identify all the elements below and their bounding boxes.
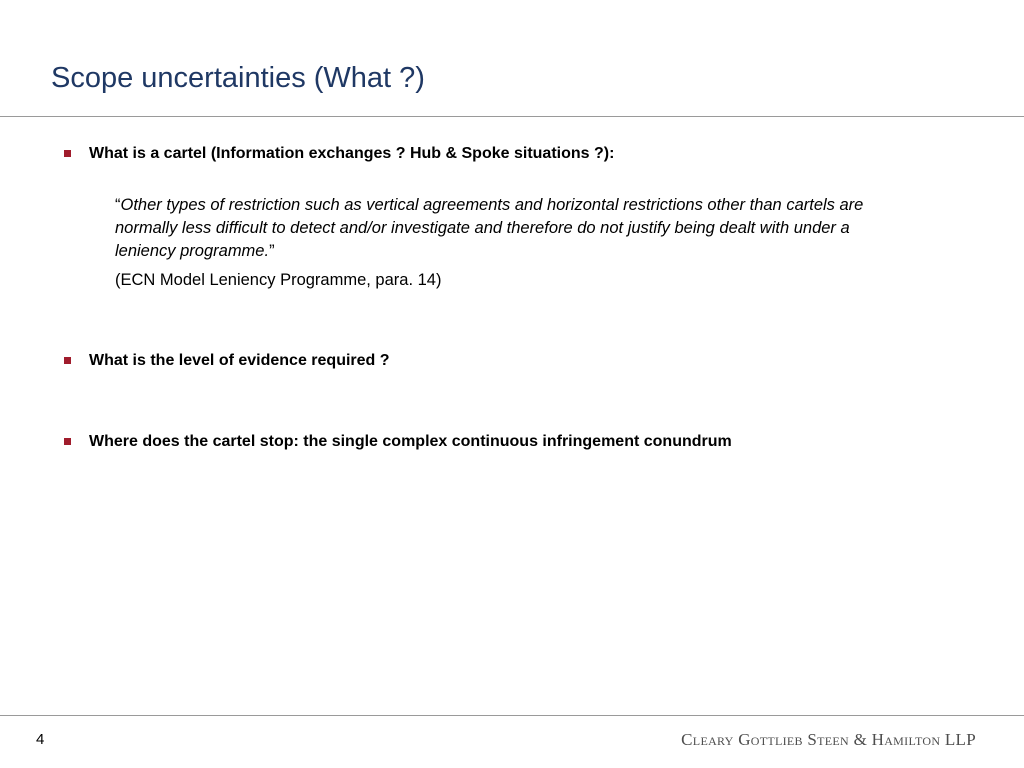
- title-divider: [0, 116, 1024, 117]
- firm-name-logo: Cleary Gottlieb Steen & Hamilton LLP: [681, 730, 976, 749]
- bullet-text: What is a cartel (Information exchanges ? Hub & Spoke situations ?):: [89, 145, 615, 162]
- bullet-item-cartel-definition: [64, 144, 614, 163]
- slide-title: Scope uncertainties (What ?): [51, 62, 425, 94]
- quote-citation: (ECN Model Leniency Programme, para. 14): [115, 271, 442, 289]
- quote-body: Other types of restriction such as vertical agreements and horizontal restrictions other than cartels are normally less difficult to detect and/or investigate and therefore do not justify being dealt with under a leniency programme.: [115, 196, 864, 260]
- quote-close-mark: ”: [269, 242, 275, 260]
- bullet-item-evidence-level: [64, 351, 390, 370]
- quote-block: [115, 194, 885, 263]
- square-bullet-icon: [64, 438, 71, 445]
- footer-divider: [0, 715, 1024, 716]
- quote-open-mark: “: [115, 196, 121, 214]
- bullet-text: Where does the cartel stop: the single complex continuous infringement conundrum: [89, 433, 732, 450]
- bullet-text: What is the level of evidence required ?: [89, 352, 390, 369]
- square-bullet-icon: [64, 357, 71, 364]
- bullet-item-infringement-scope: [64, 432, 732, 451]
- page-number: 4: [36, 731, 45, 748]
- square-bullet-icon: [64, 150, 71, 157]
